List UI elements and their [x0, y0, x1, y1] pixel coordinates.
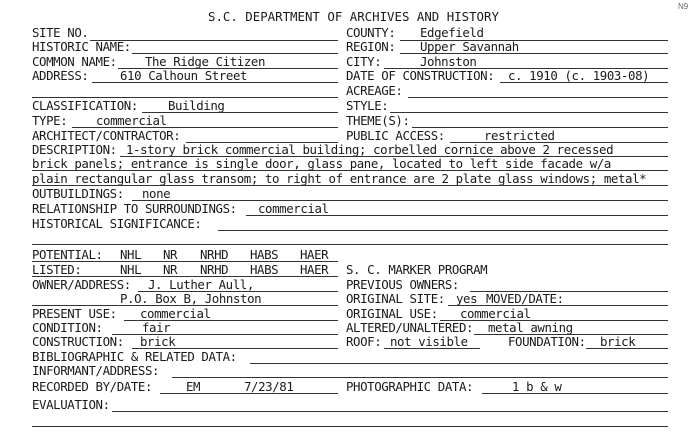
city-value: Johnston — [420, 54, 477, 69]
informant-label: INFORMANT/ADDRESS: — [32, 363, 160, 378]
address-label: ADDRESS: — [32, 68, 89, 83]
common-name-label: COMMON NAME: — [32, 54, 117, 69]
foundation-label: FOUNDATION: — [508, 334, 586, 349]
potential-habs: HABS — [250, 247, 279, 262]
description-line-1: 1-story brick commercial building; corbelled cornice above 2 recessed — [126, 142, 614, 157]
relationship-label: RELATIONSHIP TO SURROUNDINGS: — [32, 201, 237, 216]
style-label: STYLE: — [346, 98, 389, 113]
listed-nrhd: NRHD — [200, 262, 229, 277]
region-label: REGION: — [346, 39, 396, 54]
bibliographic-label: BIBLIOGRAPHIC & RELATED DATA: — [32, 349, 237, 364]
relationship-value: commercial — [258, 201, 329, 216]
recorded-by-value: EM — [186, 379, 201, 394]
architect-label: ARCHITECT/CONTRACTOR: — [32, 128, 181, 143]
public-access-label: PUBLIC ACCESS: — [346, 128, 445, 143]
present-use-value: commercial — [140, 306, 211, 321]
foundation-value: brick — [600, 334, 636, 349]
classification-value: Building — [168, 98, 225, 113]
informant-line — [172, 377, 668, 378]
photographic-data-label: PHOTOGRAPHIC DATA: — [346, 379, 474, 394]
city-label: CITY: — [346, 54, 382, 69]
date-of-construction-line — [500, 82, 668, 83]
date-of-construction-label: DATE OF CONSTRUCTION: — [346, 68, 495, 83]
listed-nr: NR — [163, 262, 178, 277]
site-no-label: SITE NO. — [32, 25, 89, 40]
construction-value: brick — [140, 334, 176, 349]
listed-haer: HAER — [300, 262, 329, 277]
county-value: Edgefield — [420, 25, 484, 40]
potential-haer: HAER — [300, 247, 329, 262]
historical-significance-line — [218, 230, 668, 231]
sc-marker-program-label: S. C. MARKER PROGRAM — [346, 262, 488, 277]
style-line — [390, 112, 668, 113]
roof-value: not visible — [390, 334, 468, 349]
owner-address-value: P.O. Box B, Johnston — [120, 291, 262, 306]
themes-label: THEME(S): — [346, 113, 410, 128]
altered-label: ALTERED/UNALTERED: — [346, 320, 474, 335]
classification-label: CLASSIFICATION: — [32, 98, 138, 113]
construction-label: CONSTRUCTION: — [32, 334, 124, 349]
type-label: TYPE: — [32, 113, 68, 128]
listed-habs: HABS — [250, 262, 279, 277]
corner-mark: N9 — [678, 2, 689, 11]
address-line — [92, 82, 338, 83]
relationship-line — [246, 215, 668, 216]
acreage-line — [408, 97, 668, 98]
original-use-value: commercial — [460, 306, 531, 321]
classification-line — [142, 112, 338, 113]
description-line-3: plain rectangular glass transom; to right of entrance are 2 plate glass windows; metal* — [32, 171, 647, 186]
evaluation-label: EVALUATION: — [32, 397, 110, 412]
outbuildings-value: none — [142, 186, 171, 201]
description-rule-3 — [32, 185, 668, 186]
outbuildings-label: OUTBUILDINGS: — [32, 186, 124, 201]
date-of-construction-value: c. 1910 (c. 1903-08) — [508, 68, 650, 83]
form-title: S.C. DEPARTMENT OF ARCHIVES AND HISTORY — [208, 9, 499, 24]
type-value: commercial — [96, 113, 167, 128]
listed-label: LISTED: — [32, 262, 82, 277]
photographic-data-value: 1 b & w — [512, 379, 562, 394]
county-label: COUNTY: — [346, 25, 396, 40]
potential-label: POTENTIAL: — [32, 247, 103, 262]
condition-value: fair — [142, 320, 171, 335]
potential-nrhd: NRHD — [200, 247, 229, 262]
region-value: Upper Savannah — [420, 39, 519, 54]
acreage-label: ACREAGE: — [346, 83, 403, 98]
potential-nhl: NHL — [120, 247, 142, 262]
description-line-2: brick panels; entrance is single door, glass pane, located to left side facade w/a — [32, 156, 611, 171]
original-use-label: ORIGINAL USE: — [346, 306, 438, 321]
foundation-line — [586, 348, 668, 349]
original-site-label: ORIGINAL SITE: — [346, 291, 445, 306]
evaluation-line-2 — [32, 426, 668, 427]
roof-line — [384, 348, 480, 349]
owner-address-label: OWNER/ADDRESS: — [32, 277, 131, 292]
historical-significance-label: HISTORICAL SIGNIFICANCE: — [32, 216, 202, 231]
previous-owners-label: PREVIOUS OWNERS: — [346, 277, 459, 292]
public-access-value: restricted — [484, 128, 555, 143]
moved-date-label: MOVED/DATE: — [486, 291, 564, 306]
recorded-date-value: 7/23/81 — [244, 379, 294, 394]
significance-rule-2 — [32, 244, 668, 245]
description-label: DESCRIPTION: — [32, 142, 117, 157]
historic-name-label: HISTORIC NAME: — [32, 39, 131, 54]
address-value: 610 Calhoun Street — [120, 68, 248, 83]
bibliographic-line — [250, 363, 668, 364]
evaluation-line — [112, 411, 668, 412]
roof-label: ROOF: — [346, 334, 382, 349]
photographic-data-line — [482, 393, 668, 394]
common-name-value: The Ridge Citizen — [145, 54, 266, 69]
condition-label: CONDITION: — [32, 320, 103, 335]
original-site-value: yes — [456, 291, 478, 306]
potential-nr: NR — [163, 247, 178, 262]
owner-name-value: J. Luther Aull, — [148, 277, 254, 292]
listed-nhl: NHL — [120, 262, 142, 277]
recorded-by-line — [160, 393, 338, 394]
altered-value: metal awning — [488, 320, 573, 335]
present-use-label: PRESENT USE: — [32, 306, 117, 321]
recorded-by-label: RECORDED BY/DATE: — [32, 379, 153, 394]
